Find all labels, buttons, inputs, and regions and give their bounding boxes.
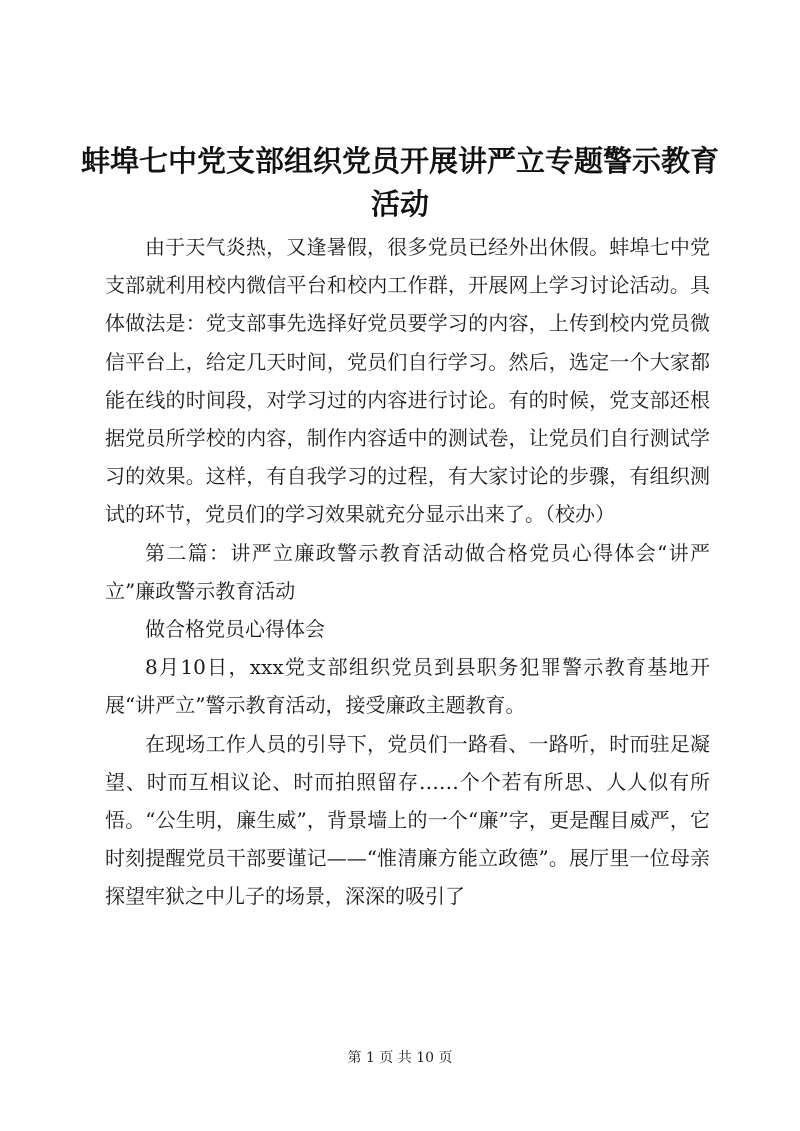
paragraph-2: 第二篇：讲严立廉政警示教育活动做合格党员心得体会“讲严立”廉政警示教育活动 bbox=[105, 540, 710, 603]
paragraph-4: 8月10日，xxx党支部组织党员到县职务犯罪警示教育基地开展“讲严立”警示教育活动，接受廉政主题教育。 bbox=[105, 655, 710, 718]
document-body bbox=[105, 228, 710, 916]
document-title: 蚌埠七中党支部组织党员开展讲严立专题警示教育活动 bbox=[80, 144, 719, 221]
paragraph-1: 由于天气炎热，又逢暑假，很多党员已经外出休假。蚌埠七中党支部就利用校内微信平台和校内工作群，开展网上学习讨论活动。具体做法是：党支部事先选择好党员要学习的内容，上传到校内党员微信平台上，给定几天时间，党员们自行学习。然后，选定一个大家都能在线的时间段，对学习过的内容进行讨论。有的时候，党支部还根据党员所学校的内容，制作内容适中的测试卷，让党员们自行测试学习的效果。这样，有自我学习的过程，有大家讨论的步骤，有组织测试的环节，党员们的学习效果就充分显示出来了。（校办） bbox=[105, 235, 710, 527]
paragraph-5: 在现场工作人员的引导下，党员们一路看、一路听，时而驻足凝望、时而互相议论、时而拍照留存……个个若有所思、人人似有所悟。“公生明，廉生威”，背景墙上的一个“廉”字，更是醒目威严，它时刻提醒党员干部要谨记——“惟清廉方能立政德”。展厅里一位母亲探望牢狱之中儿子的场景，深深的吸引了 bbox=[105, 731, 710, 909]
page-number-footer: 第 1 页 共 10 页 bbox=[347, 1050, 453, 1066]
paragraph-3: 做合格党员心得体会 bbox=[145, 617, 325, 642]
